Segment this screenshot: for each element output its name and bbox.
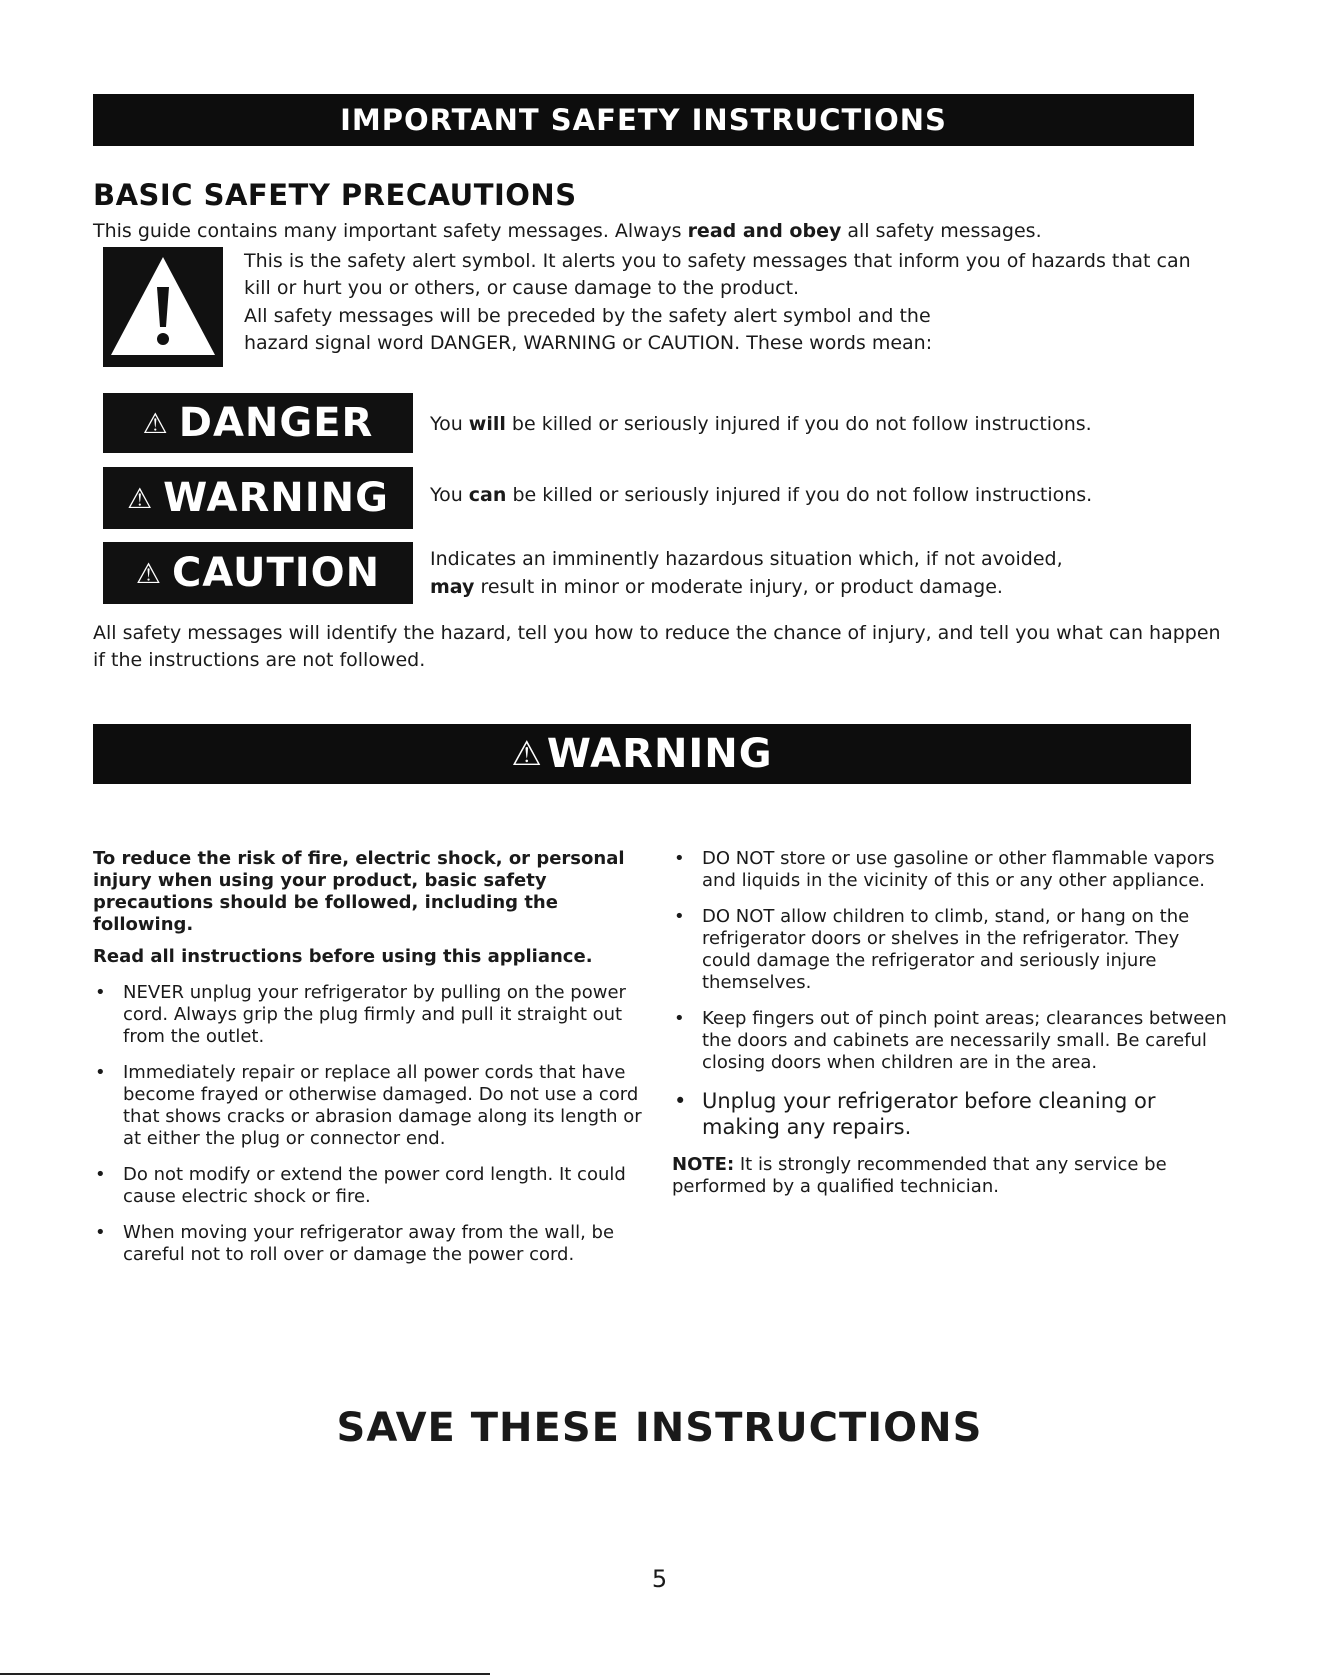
warning-triangle-icon: ⚠ xyxy=(135,556,162,590)
intro-bold: read and obey xyxy=(687,220,842,242)
warning-triangle-icon: ⚠ xyxy=(511,734,543,774)
banner-title: IMPORTANT SAFETY INSTRUCTIONS xyxy=(340,103,947,137)
danger-signal-panel xyxy=(103,393,413,453)
note-label: NOTE: xyxy=(672,1154,735,1175)
caution-after: result in minor or moderate injury, or product damage. xyxy=(474,576,1003,598)
bullet-icon: • xyxy=(674,1089,687,1113)
list-item xyxy=(93,982,658,1048)
danger-bold: will xyxy=(468,413,506,435)
intro-text xyxy=(93,220,1042,242)
summary-text: All safety messages will identify the hazard, tell you how to reduce the chance of injury, and tell you what can happen if the instructions are not followed. xyxy=(93,622,1221,671)
bullet-icon: • xyxy=(95,1164,106,1185)
bullet-icon: • xyxy=(674,1008,685,1029)
section-heading: BASIC SAFETY PRECAUTIONS xyxy=(93,178,577,212)
list-item-text: Keep fingers out of pinch point areas; clearances between the doors and cabinets are necessarily small. Be careful closing doors when children are in the area. xyxy=(702,1008,1227,1073)
warning-right-column xyxy=(672,848,1232,1198)
warning-after: be killed or seriously injured if you do not follow instructions. xyxy=(506,484,1093,506)
warning-triangle-icon: ⚠ xyxy=(142,406,169,440)
footer-rule xyxy=(0,1673,490,1675)
bullet-icon: • xyxy=(674,848,685,869)
bullet-icon: • xyxy=(95,1062,106,1083)
list-item-text: NEVER unplug your refrigerator by pulling on the power cord. Always grip the plug firmly and pull it straight out from the outlet. xyxy=(123,982,626,1047)
warning-bold: can xyxy=(468,484,507,506)
save-instructions-heading: SAVE THESE INSTRUCTIONS xyxy=(336,1405,983,1451)
danger-before: You xyxy=(430,413,469,435)
warning-before: You xyxy=(430,484,469,506)
warning-definition xyxy=(430,481,1210,509)
warning-lead: To reduce the risk of fire, electric shock, or personal injury when using your product, basic safety precautions should be followed, including the following. xyxy=(93,848,625,935)
caution-definition xyxy=(430,545,1210,601)
warning-lead-2: Read all instructions before using this appliance. xyxy=(93,946,593,967)
list-item xyxy=(93,1164,658,1208)
list-item xyxy=(93,1222,658,1266)
warning-label: WARNING xyxy=(163,475,389,521)
list-item xyxy=(672,1088,1232,1140)
left-bullet-list xyxy=(93,982,658,1266)
list-item-text: DO NOT store or use gasoline or other flammable vapors and liquids in the vicinity of this or any other appliance. xyxy=(702,848,1215,891)
list-item-text: When moving your refrigerator away from the wall, be careful not to roll over or damage the power cord. xyxy=(123,1222,615,1265)
note-text: It is strongly recommended that any service be performed by a qualified technician. xyxy=(672,1154,1167,1197)
list-item xyxy=(672,848,1232,892)
alert-para-2: All safety messages will be preceded by the safety alert symbol and the hazard signal word DANGER, WARNING or CAUTION. These words mean: xyxy=(244,305,933,354)
list-item xyxy=(93,1062,658,1150)
warning-banner xyxy=(93,724,1191,784)
warning-triangle-icon: ⚠ xyxy=(127,481,154,515)
intro-after: all safety messages. xyxy=(841,220,1042,242)
danger-definition xyxy=(430,410,1210,438)
caution-bold: may xyxy=(430,576,475,598)
list-item xyxy=(672,906,1232,994)
service-note xyxy=(672,1154,1232,1198)
caution-signal-panel xyxy=(103,542,413,604)
list-item-text: Immediately repair or replace all power cords that have become frayed or otherwise damaged. Do not use a cord that shows cracks or abrasion damage along its length or at either the plug or connector end. xyxy=(123,1062,642,1149)
alert-para-1: This is the safety alert symbol. It alerts you to safety messages that inform you of hazards that can kill or hurt you or others, or cause damage to the product. xyxy=(244,250,1191,299)
page-number: 5 xyxy=(651,1565,668,1593)
safety-alert-symbol-icon xyxy=(103,247,223,367)
list-item xyxy=(672,1008,1232,1074)
list-item-text: Unplug your refrigerator before cleaning or making any repairs. xyxy=(702,1089,1156,1139)
bullet-icon: • xyxy=(95,1222,106,1243)
danger-label: DANGER xyxy=(178,400,374,446)
list-item-text: DO NOT allow children to climb, stand, or hang on the refrigerator doors or shelves in the refrigerator. They could damage the refrigerator and seriously injure themselves. xyxy=(702,906,1190,993)
warning-signal-panel xyxy=(103,467,413,529)
danger-after: be killed or seriously injured if you do not follow instructions. xyxy=(505,413,1092,435)
bullet-icon: • xyxy=(95,982,106,1003)
right-bullet-list xyxy=(672,848,1232,1140)
list-item-text: Do not modify or extend the power cord length. It could cause electric shock or fire. xyxy=(123,1164,626,1207)
warning-left-column xyxy=(93,848,658,1280)
caution-line-1: Indicates an imminently hazardous situation which, if not avoided, xyxy=(430,548,1063,570)
intro-before: This guide contains many important safety messages. Always xyxy=(93,220,688,242)
warning-banner-title: WARNING xyxy=(546,731,773,777)
caution-label: CAUTION xyxy=(171,550,381,596)
important-safety-banner xyxy=(93,94,1194,146)
caution-line-2 xyxy=(430,573,1210,601)
bullet-icon: • xyxy=(674,906,685,927)
